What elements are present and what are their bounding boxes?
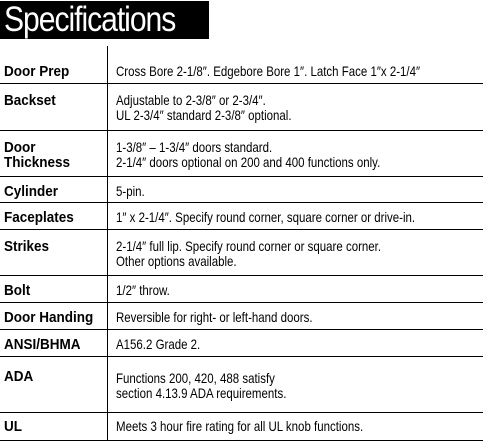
spec-value	[116, 239, 381, 269]
spec-value-line: section 4.13.9 ADA requirements.	[116, 385, 287, 401]
spec-label: Door Prep	[4, 63, 70, 80]
spec-value-line: Other options available.	[116, 253, 237, 269]
spec-value	[116, 210, 415, 225]
spec-row-bolt	[0, 276, 483, 303]
spec-row-ada	[0, 357, 483, 413]
specifications-table	[0, 46, 483, 441]
spec-value-line: 2-1/4″ doors optional on 200 and 400 functions only.	[116, 154, 381, 170]
spec-value	[116, 419, 363, 434]
spec-value-line: 2-1/4″ full lip. Specify round corner or square corner.	[116, 238, 382, 254]
spec-value-line: 1″ x 2-1/4″. Specify round corner, square corner or drive-in.	[116, 209, 416, 225]
title-bar	[0, 1, 209, 39]
spec-value-line: Cross Bore 2-1/8″. Edgebore Bore 1″. Latch Face 1″x 2-1/4″	[116, 63, 421, 79]
spec-row-door-thickness	[0, 131, 483, 177]
spec-value	[116, 64, 420, 79]
spec-label: Door Handing	[4, 309, 94, 326]
spec-value-line: 5-pin.	[116, 183, 145, 199]
spec-label-line: Door	[4, 139, 36, 156]
spec-value-line: UL 2-3/4″ standard 2-3/8″ optional.	[116, 107, 292, 123]
spec-row-cylinder	[0, 177, 483, 203]
spec-value-line: Reversible for right- or left-hand doors.	[116, 309, 313, 325]
spec-label	[4, 140, 70, 170]
spec-label: ANSI/BHMA	[4, 336, 81, 353]
spec-row-ansi-bhma	[0, 330, 483, 357]
spec-value	[116, 93, 292, 123]
spec-value	[116, 371, 286, 401]
spec-value-line: Functions 200, 420, 488 satisfy	[116, 370, 275, 386]
spec-value	[116, 337, 200, 352]
spec-label: Strikes	[4, 238, 50, 255]
spec-value	[116, 140, 380, 170]
spec-row-strikes	[0, 230, 483, 276]
spec-label: Bolt	[4, 282, 31, 299]
spec-label-line: Thickness	[4, 154, 71, 171]
spec-value-line: 1-3/8″ – 1-3/4″ doors standard.	[116, 139, 273, 155]
spec-value-line: Adjustable to 2-3/8″ or 2-3/4″.	[116, 92, 266, 108]
spec-label: ADA	[4, 368, 34, 385]
spec-value-line: Meets 3 hour fire rating for all UL knob functions.	[116, 418, 364, 434]
spec-row-backset	[0, 84, 483, 131]
spec-value-line: A156.2 Grade 2.	[116, 336, 201, 352]
spec-row-faceplates	[0, 203, 483, 230]
spec-value-line: 1/2″ throw.	[116, 282, 170, 298]
spec-row-door-prep	[0, 46, 483, 84]
spec-label: Backset	[4, 92, 56, 109]
spec-label: Cylinder	[4, 183, 59, 200]
spec-row-ul	[0, 413, 483, 441]
spec-value	[116, 184, 145, 199]
spec-value	[116, 283, 170, 298]
page-title: Specifications	[4, 0, 176, 39]
spec-label: UL	[4, 418, 22, 435]
spec-row-door-handing	[0, 303, 483, 330]
spec-value	[116, 310, 313, 325]
spec-label: Faceplates	[4, 209, 74, 226]
